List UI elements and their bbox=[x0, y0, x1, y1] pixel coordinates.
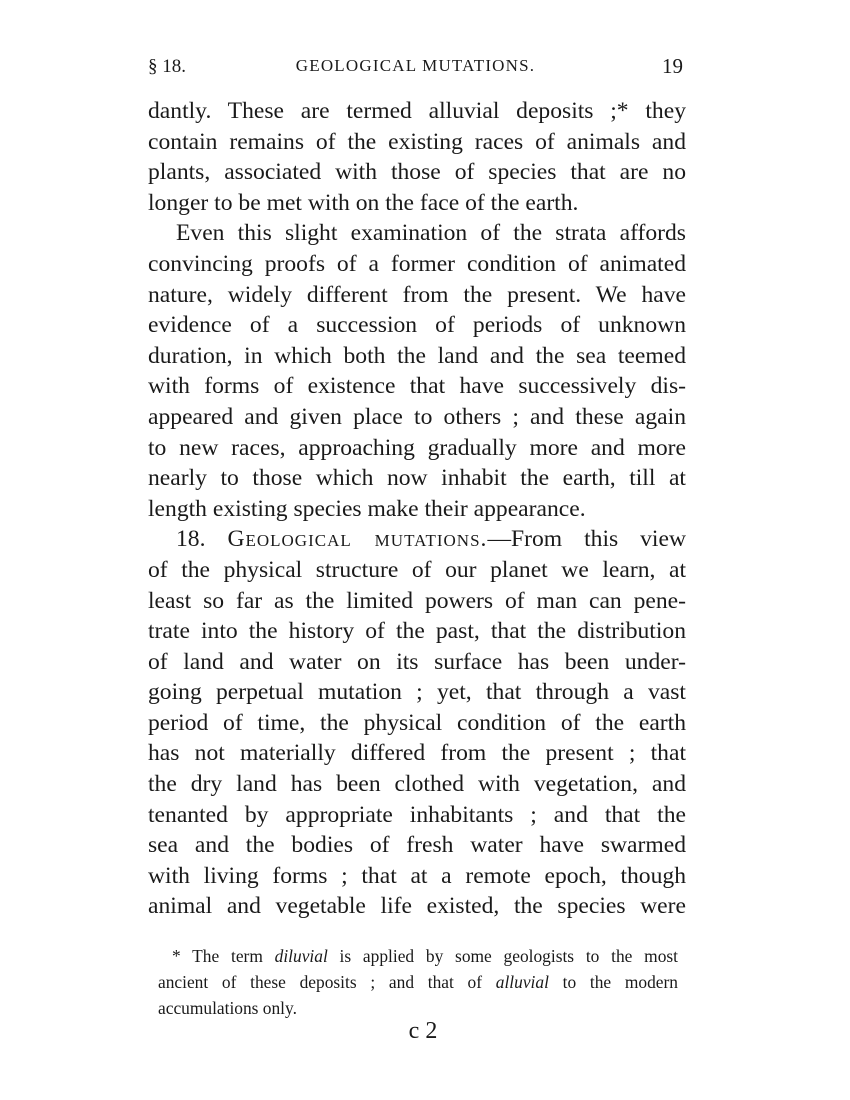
footnote-marker: * bbox=[172, 946, 181, 966]
text-line: trate into the history of the past, that the distribution bbox=[148, 618, 686, 645]
text-line: of land and water on its surface has been under- bbox=[148, 648, 686, 675]
text-line: the dry land has been clothed with vegetation, and bbox=[148, 771, 686, 798]
footnote bbox=[158, 943, 678, 1021]
text-line: to new races, approaching gradually more and more bbox=[148, 434, 686, 461]
footnote-line: accumulations only. bbox=[158, 998, 297, 1018]
footnote-text: The term bbox=[192, 946, 275, 966]
signature-mark bbox=[0, 1018, 850, 1045]
text-line: dantly. These are termed alluvial deposits ;* they bbox=[148, 98, 686, 124]
page-number: 19 bbox=[662, 54, 683, 78]
text-line: nearly to those which now inhabit the earth, till at bbox=[148, 465, 686, 492]
section-heading-line bbox=[148, 524, 686, 555]
footnote-line bbox=[158, 969, 678, 995]
text-line: convincing proofs of a former condition of animated bbox=[148, 250, 686, 277]
text-line: Even this slight examination of the strata affords bbox=[176, 220, 686, 247]
text-line: with living forms ; that at a remote epoch, though bbox=[148, 862, 686, 889]
text-line: length existing species make their appearance. bbox=[148, 495, 586, 522]
footnote-term: alluvial bbox=[495, 972, 549, 992]
text-line: animal and vegetable life existed, the species were bbox=[148, 893, 686, 920]
running-head bbox=[148, 52, 683, 82]
text-line: tenanted by appropriate inhabitants ; and that the bbox=[148, 801, 686, 828]
text-line: nature, widely different from the present. We have bbox=[148, 281, 686, 308]
text-line: contain remains of the existing races of animals and bbox=[148, 128, 686, 155]
text-line: appeared and given place to others ; and these again bbox=[148, 403, 686, 430]
section-mark: § 18. bbox=[148, 56, 186, 77]
text-line: longer to be met with on the face of the earth. bbox=[148, 189, 579, 216]
footnote-text: to the modern bbox=[548, 972, 678, 992]
text-line: sea and the bodies of fresh water have swarmed bbox=[148, 832, 686, 859]
footnote-term: diluvial bbox=[274, 946, 328, 966]
text-line: duration, in which both the land and the sea teemed bbox=[148, 342, 686, 369]
text-line: period of time, the physical condition of the earth bbox=[148, 709, 686, 736]
text-line: of the physical structure of our planet we learn, at bbox=[148, 556, 686, 583]
text-line: evidence of a succession of periods of unknown bbox=[148, 312, 686, 339]
section-heading: Geological mutations. bbox=[227, 526, 488, 553]
text-line: plants, associated with those of species that are no bbox=[148, 159, 686, 186]
running-title: GEOLOGICAL MUTATIONS. bbox=[295, 56, 536, 75]
section-number: 18. bbox=[176, 526, 206, 553]
text-line: has not materially differed from the present ; that bbox=[148, 740, 686, 767]
footnote-text: is applied by some geologists to the most bbox=[327, 946, 678, 966]
footnote-line bbox=[158, 943, 678, 969]
footnote-text: ancient of these deposits ; and that of bbox=[158, 972, 496, 992]
section-lead: —From this view bbox=[487, 526, 686, 553]
body-text bbox=[148, 96, 686, 922]
text-line: least so far as the limited powers of man can pene- bbox=[148, 587, 686, 614]
text-line: with forms of existence that have successively dis- bbox=[148, 373, 686, 400]
signature-text: c 2 bbox=[408, 1018, 438, 1044]
text-line: going perpetual mutation ; yet, that through a vast bbox=[148, 679, 686, 706]
